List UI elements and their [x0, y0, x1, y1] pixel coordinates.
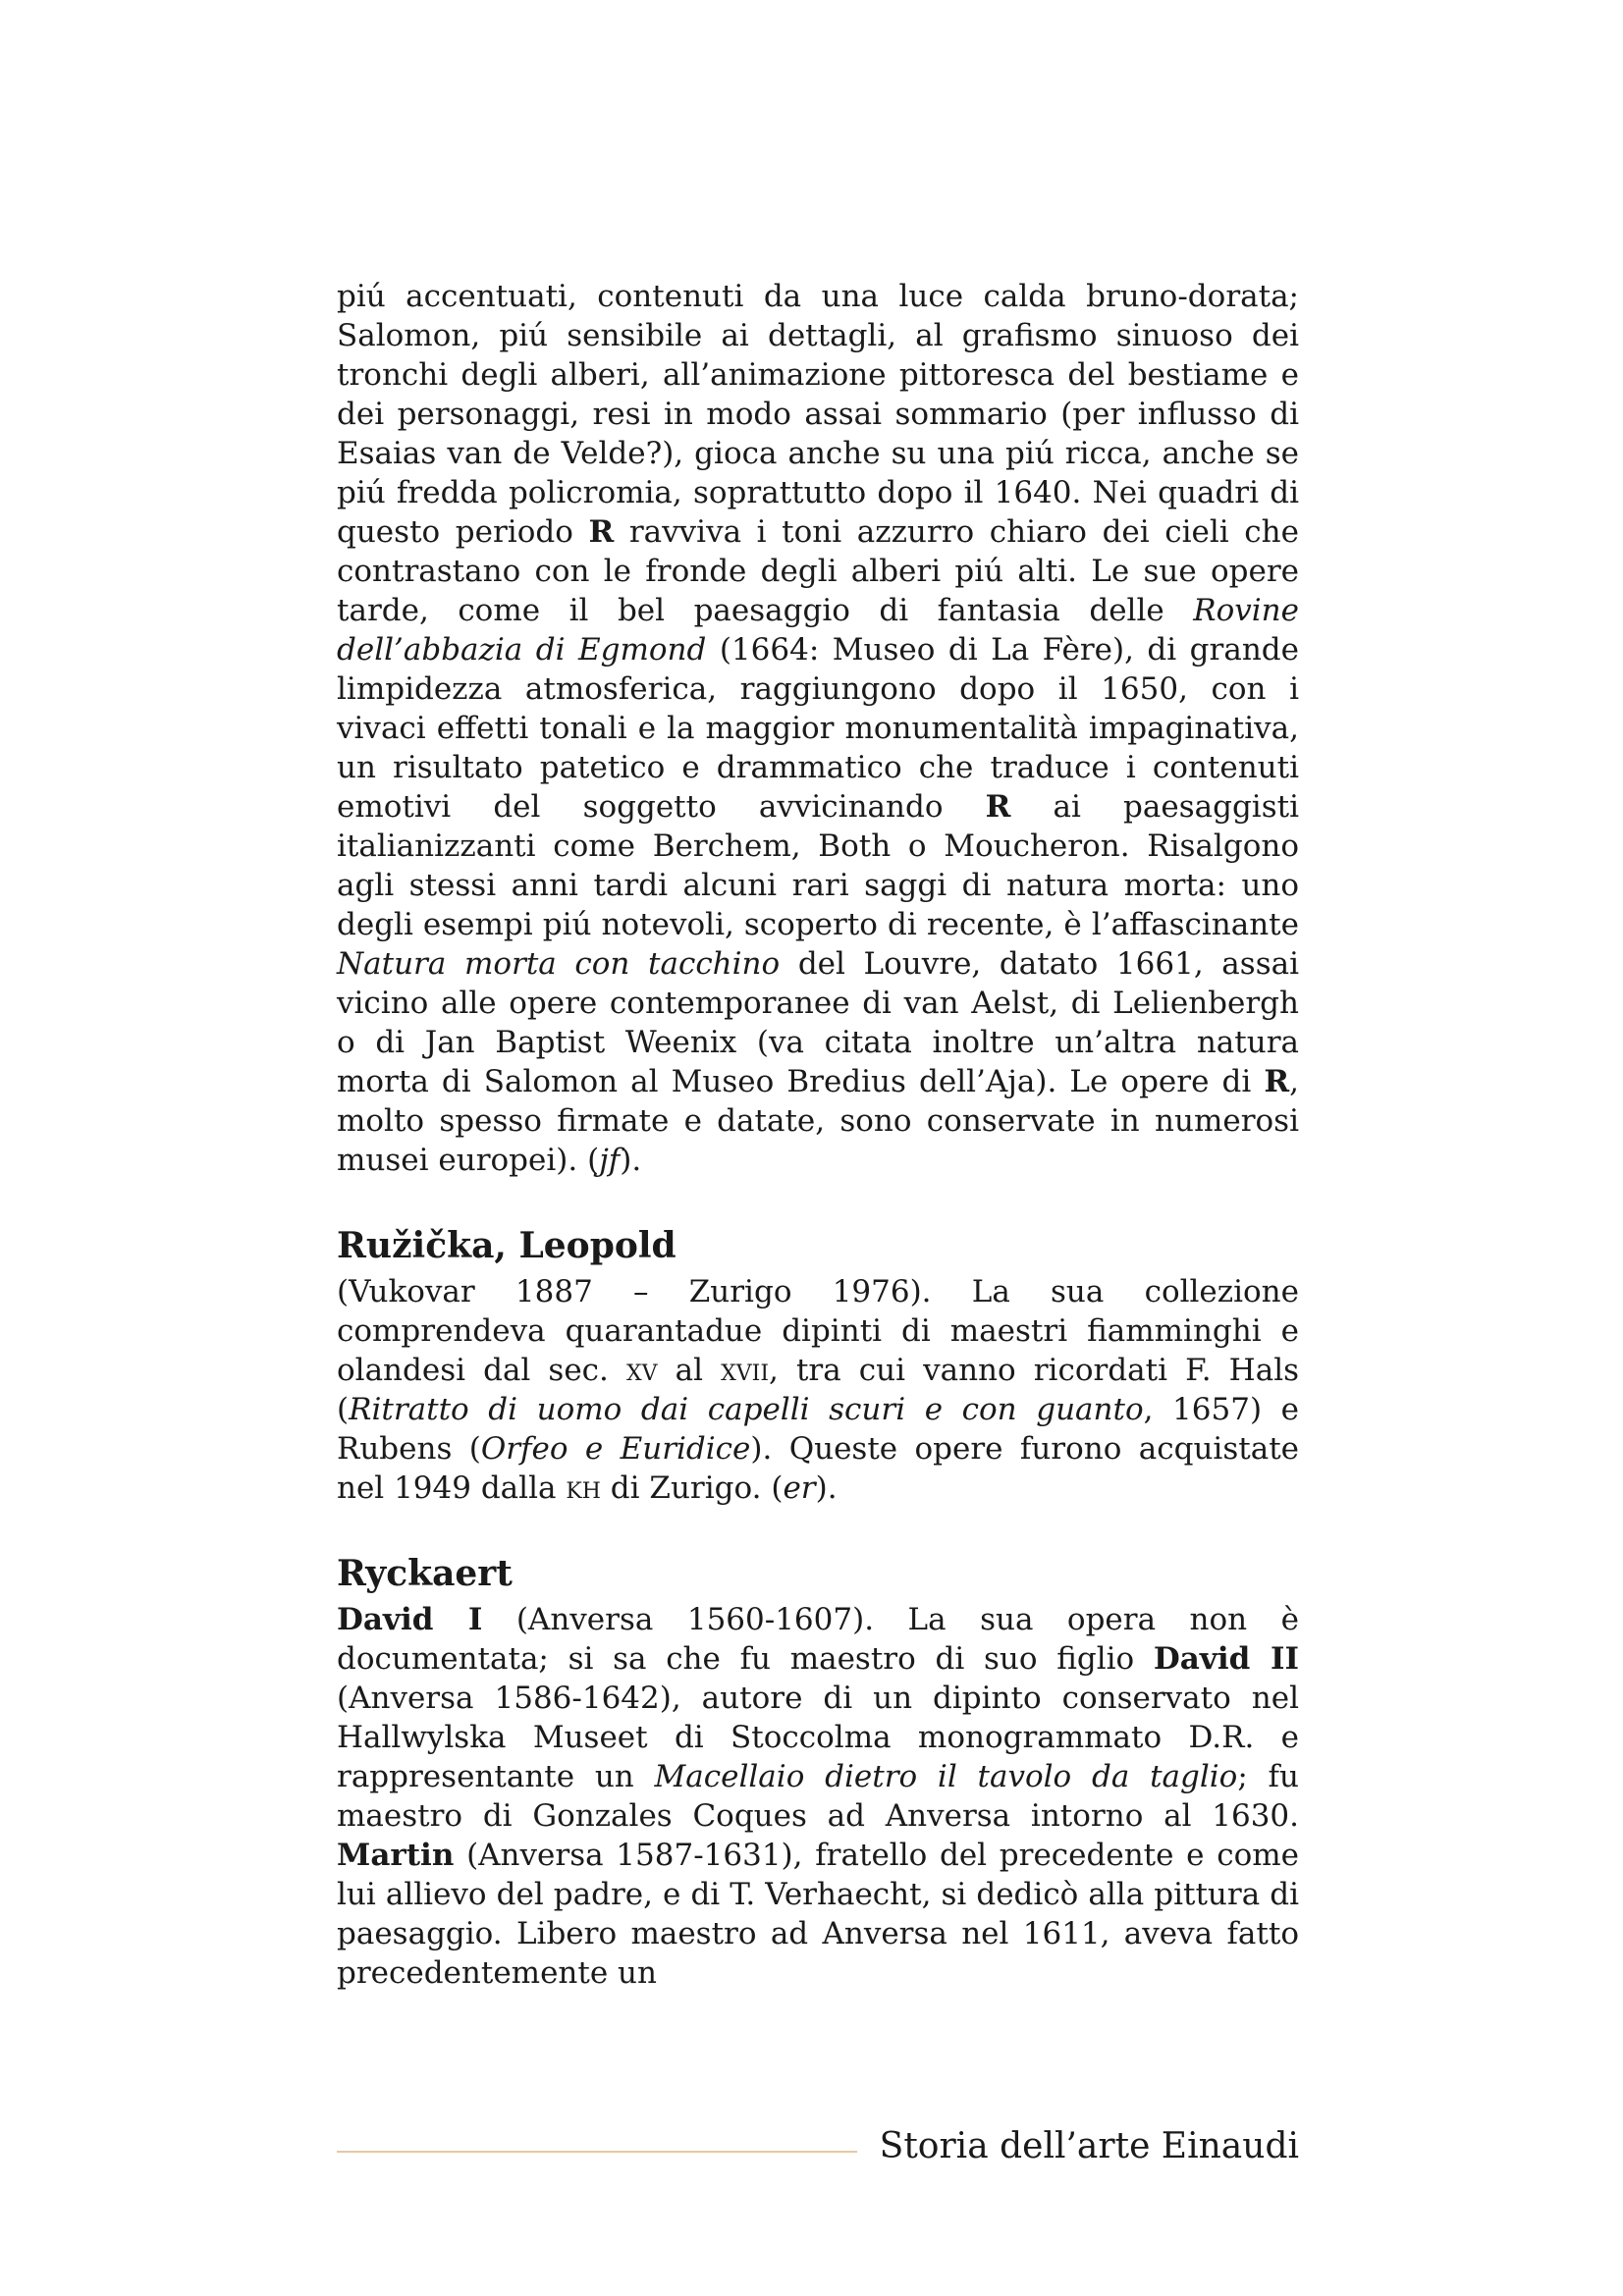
text-run: al	[657, 1353, 722, 1388]
entry-paragraph	[337, 1600, 1299, 1993]
artwork-title: Natura morta con tacchino	[337, 946, 781, 982]
text-run: (1664: Museo di La Fère), di grande limpidezza atmosferica, raggiungono dopo il 1650, con i vivaci effetti tonali e la maggior monumentalità impaginativa, un risultato patetico e drammatico che traduce i contenuti emotivi del soggetto avvicinando	[337, 632, 1299, 825]
artist-name: David I	[337, 1602, 483, 1637]
text-run: , molto spesso firmate e datate, sono conservate in numerosi musei europei). (	[337, 1064, 1299, 1178]
text-run: (Anversa 1560-1607). La sua opera non è documentata; si sa che fu maestro di suo figlio	[337, 1602, 1299, 1677]
artwork-title: Orfeo e Euridice	[480, 1431, 751, 1467]
entry-title: Ryckaert	[337, 1553, 513, 1594]
text-run: , 1657) e Rubens (	[337, 1392, 1299, 1467]
entry-title: Ružička, Leopold	[337, 1225, 676, 1266]
text-run: (Vukovar 1887 – Zurigo 1976). La sua collezione comprendeva quarantadue dipinti di maestri fiamminghi e olandesi dal sec.	[337, 1274, 1299, 1388]
text-run: (Anversa 1586-1642), autore di un dipinto conservato nel Hallwylska Museet di Stoccolma monogrammato D.R. e rappresentante un	[337, 1681, 1299, 1794]
entry-ruzicka	[337, 1223, 1299, 1508]
text-run: ). Queste opere furono acquistate nel 1949 dalla	[337, 1431, 1299, 1506]
continuation-paragraph	[337, 277, 1299, 1180]
text-run: ravviva i toni azzurro chiaro dei cieli che contrastano con le fronde degli alberi piú alti. Le sue opere tarde, come il bel paesaggio di fantasia delle	[337, 514, 1299, 628]
page-body	[337, 277, 1299, 1993]
footer-title: Storia dell’arte Einaudi	[879, 2126, 1299, 2166]
entry-ryckaert	[337, 1551, 1299, 1993]
artwork-title: Rovine dell’abbazia di Egmond	[337, 593, 1299, 667]
footer-rule	[337, 2151, 857, 2153]
text-run: ai paesaggisti italianizzanti come Berchem, Both o Moucheron. Risalgono agli stessi anni tardi alcuni rari saggi di natura morta: uno degli esempi piú notevoli, scoperto di recente, è l’affascinante	[337, 789, 1299, 942]
artwork-title: Macellaio dietro il tavolo da taglio	[654, 1759, 1238, 1794]
bold-abbrev: R	[985, 789, 1011, 825]
entry-paragraph	[337, 1272, 1299, 1508]
author-initials: jf	[599, 1143, 621, 1178]
bold-abbrev: R	[588, 514, 615, 550]
text-run: , tra cui vanno ricordati F. Hals (	[337, 1353, 1300, 1427]
author-initials: er	[783, 1470, 816, 1506]
century-numeral: xvii	[721, 1353, 770, 1388]
museum-abbrev: kh	[566, 1470, 601, 1506]
artwork-title: Ritratto di uomo dai capelli scuri e con guanto	[349, 1392, 1144, 1427]
text-run: piú accentuati, contenuti da una luce calda bruno-dorata; Salomon, piú sensibile ai dettagli, al grafismo sinuoso dei tronchi degli alberi, all’animazione pittoresca del bestiame e dei personaggi, resi in modo assai sommario (per influsso di Esaias van de Velde?), gioca anche su una piú ricca, anche se piú fredda policromia, soprattutto dopo il 1640. Nei quadri di questo periodo	[337, 279, 1299, 550]
text-run: ).	[815, 1470, 838, 1506]
text-run: (Anversa 1587-1631), fratello del precedente e come lui allievo del padre, e di T. Verhaecht, si dedicò alla pittura di paesaggio. Libero maestro ad Anversa nel 1611, aveva fatto precedentemente un	[337, 1838, 1299, 1991]
text-run: di Zurigo. (	[600, 1470, 784, 1506]
century-numeral: xv	[625, 1353, 658, 1388]
text-run: del Louvre, datato 1661, assai vicino alle opere contemporanee di van Aelst, di Lelienbergh o di Jan Baptist Weenix (va citata inoltre un’altra natura morta di Salomon al Museo Bredius dell’Aja). Le opere di	[337, 946, 1299, 1099]
text-run: ; fu maestro di Gonzales Coques ad Anversa intorno al 1630.	[337, 1759, 1299, 1834]
bold-abbrev: R	[1264, 1064, 1290, 1099]
artist-name: Martin	[337, 1838, 455, 1873]
artist-name: David II	[1153, 1641, 1300, 1677]
text-run: ).	[620, 1143, 642, 1178]
